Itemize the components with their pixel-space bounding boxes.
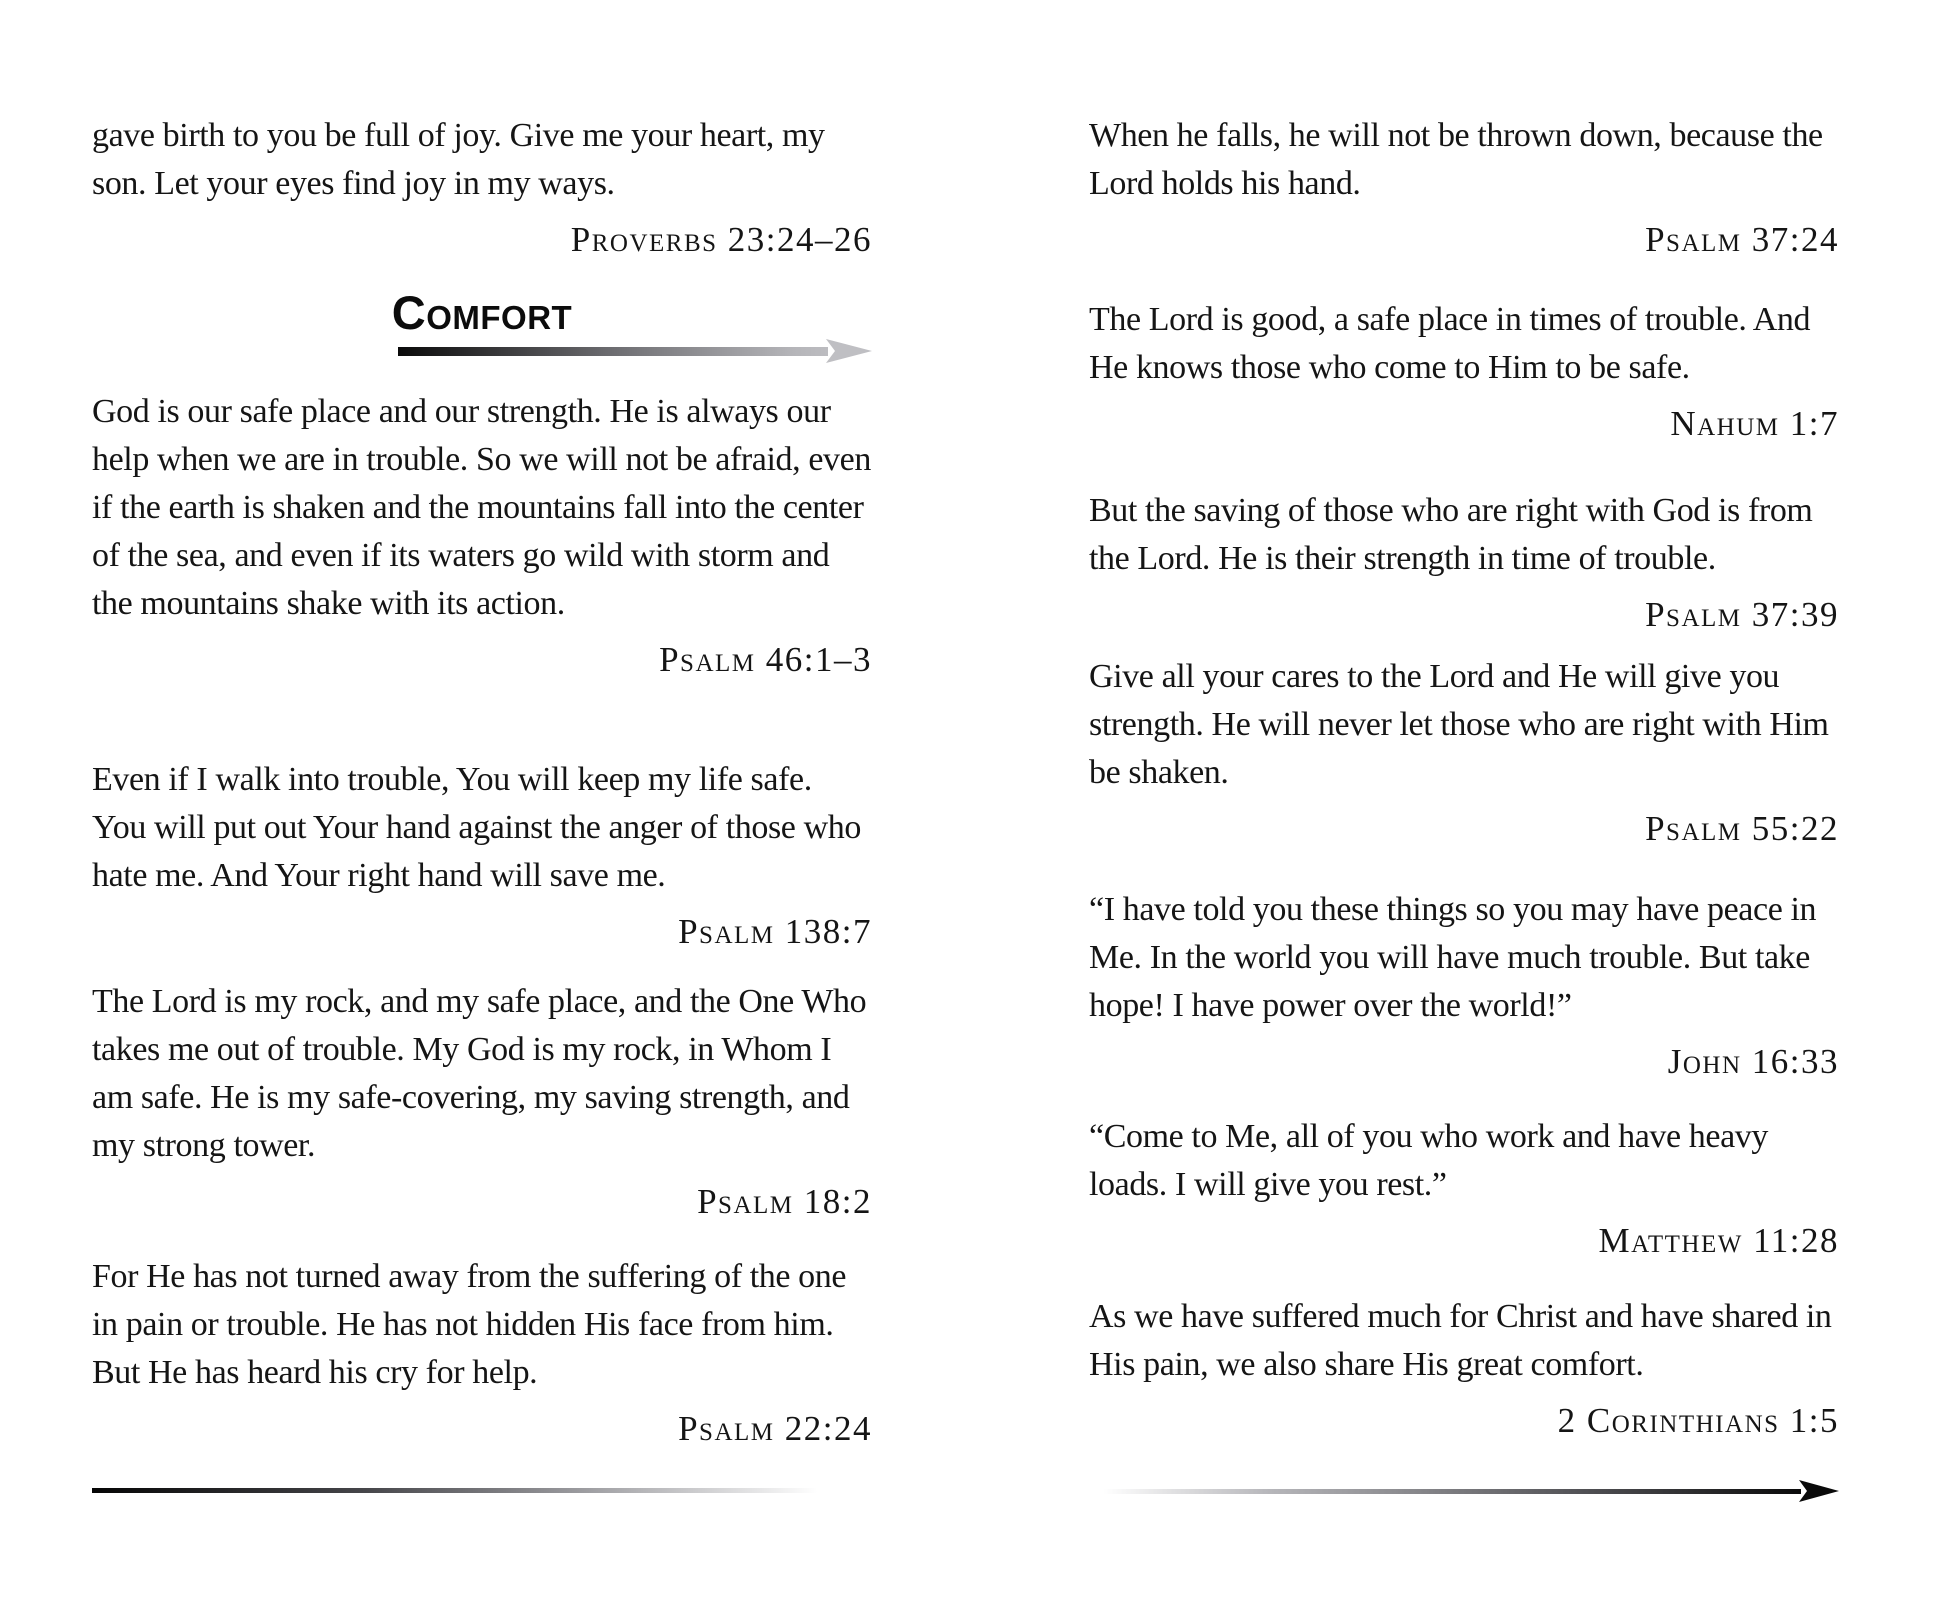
verse-text: Give all your cares to the Lord and He will give you strength. He will never let those who are right with Him be shaken. [1089,658,1829,791]
verse-text: God is our safe place and our strength. He is always our help when we are in trouble. So we will not be afraid, even if the earth is shaken and the mountains fall into the center of the sea, and even if its waters go wild with storm and the mountains shake with its action. [92,393,871,622]
verse-text: As we have suffered much for Christ and have shared in His pain, we also share His great comfort. [1089,1298,1832,1383]
verse-block-psalm-37-39 [1089,487,1839,639]
verse-reference: Psalm 37:24 [1645,220,1839,259]
continuation-arrow-bar [1089,1489,1801,1494]
left-page-column [92,0,872,1598]
verse-reference: John 16:33 [1667,1042,1839,1081]
verse-text: For He has not turned away from the suffering of the one in pain or trouble. He has not hidden His face from him. But He has heard his cry for help. [92,1258,847,1391]
verse-reference: Psalm 37:39 [1645,595,1839,634]
verse-block-psalm-37-24 [1089,112,1839,264]
heading-arrowhead-icon [826,337,872,365]
verse-block-matthew [1089,1113,1839,1265]
verse-reference: Psalm 18:2 [697,1182,872,1221]
verse-text: The Lord is my rock, and my safe place, and the One Who takes me out of trouble. My God is my rock, in Whom I am safe. He is my safe-covering, my saving strength, and my strong tower. [92,983,867,1164]
verse-block-corinthians [1089,1293,1839,1445]
verse-reference: 2 Corinthians 1:5 [1557,1401,1839,1440]
verse-reference: Nahum 1:7 [1670,404,1839,443]
verse-reference: Psalm 138:7 [678,912,872,951]
verse-reference: Proverbs 23:24–26 [570,220,872,259]
verse-block-psalm-46 [92,388,872,684]
verse-reference: Psalm 46:1–3 [659,640,872,679]
section-heading-label: Comfort [391,286,573,339]
verse-reference: Psalm 55:22 [1645,809,1839,848]
verse-text: “Come to Me, all of you who work and have heavy loads. I will give you rest.” [1089,1118,1768,1203]
left-page-footer-rule [92,1488,872,1493]
verse-block-psalm-138 [92,756,872,956]
heading-underline-bar [398,347,828,356]
verse-block-psalm-55 [1089,653,1839,853]
page-continuation-arrow-icon [1089,1478,1839,1504]
verse-block-psalm-22 [92,1253,872,1453]
verse-text: The Lord is good, a safe place in times of trouble. And He knows those who come to Him to be safe. [1089,301,1811,386]
verse-reference: Matthew 11:28 [1598,1221,1839,1260]
heading-underline-arrow-icon [398,337,872,365]
verse-block-nahum [1089,296,1839,448]
verse-reference: Psalm 22:24 [678,1409,872,1448]
verse-text: Even if I walk into trouble, You will keep my life safe. You will put out Your hand against the anger of those who hate me. And Your right hand will save me. [92,761,861,894]
verse-block-john [1089,886,1839,1086]
right-page-column [1089,0,1839,1598]
verse-text: But the saving of those who are right with God is from the Lord. He is their strength in time of trouble. [1089,492,1813,577]
section-heading [92,288,872,384]
continuation-arrowhead-icon [1799,1478,1839,1504]
verse-text: “I have told you these things so you may have peace in Me. In the world you will have much trouble. But take hope! I have power over the world!” [1089,891,1817,1024]
verse-text: When he falls, he will not be thrown down, because the Lord holds his hand. [1089,117,1823,202]
verse-block-proverbs [92,112,872,264]
verse-text: gave birth to you be full of joy. Give me your heart, my son. Let your eyes find joy in my ways. [92,117,825,202]
verse-block-psalm-18 [92,978,872,1226]
